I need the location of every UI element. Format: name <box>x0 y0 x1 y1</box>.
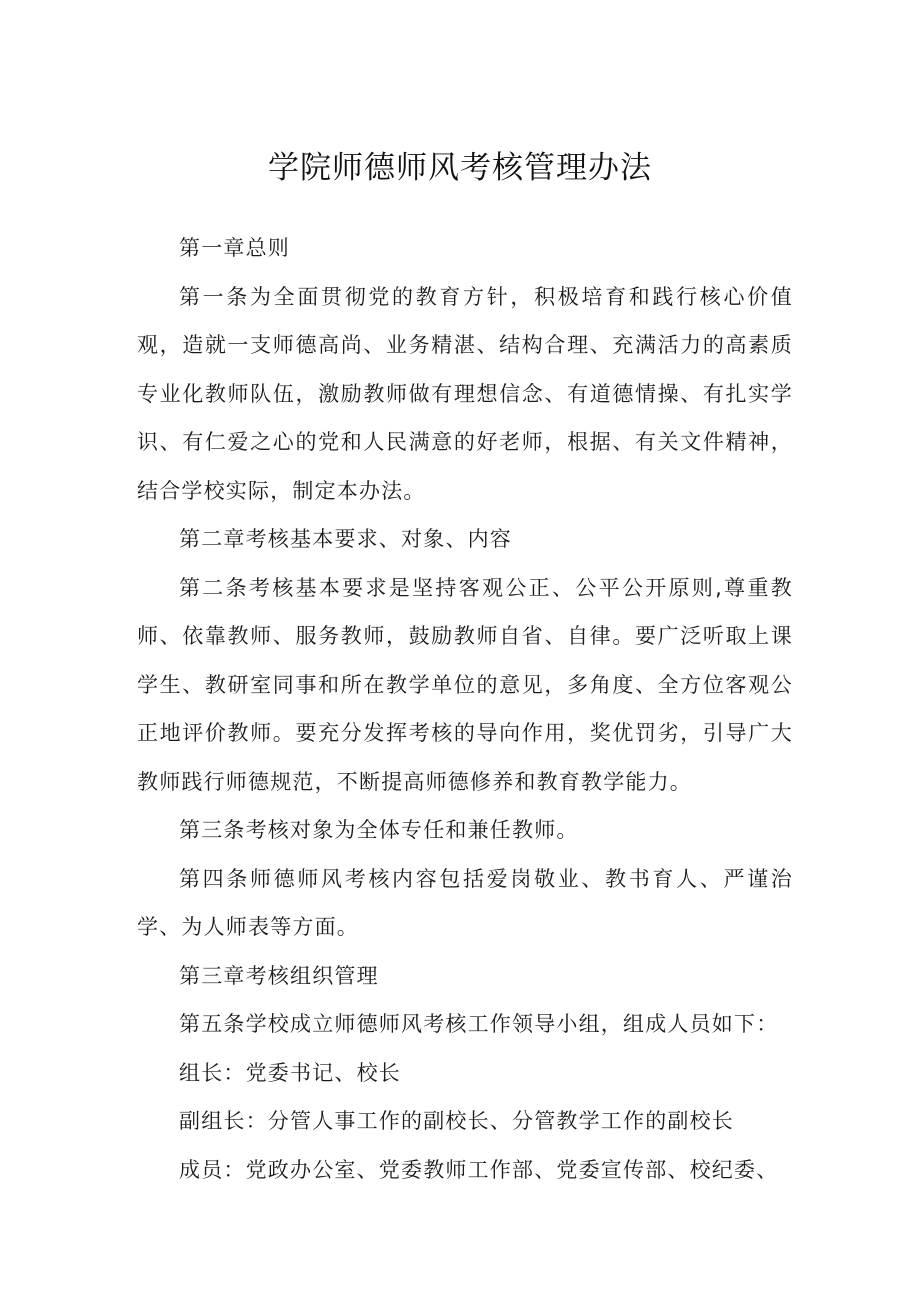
document-body <box>137 224 793 1188</box>
group-leader-line: 组长：党委书记、校长 <box>179 1060 401 1085</box>
chapter-heading-2: 第二章考核基本要求、对象、内容 <box>179 527 512 551</box>
article-1: 第一条为全面贯彻党的教育方针，积极培育和践行核心价值观，造就一支师德高尚、业务精湛、结构合理、充满活力的高素质专业化教师队伍，激励教师做有理想信念、有道德情操、有扎实学识、有仁爱之心的党和人民满意的好老师，根据、有关文件精神，结合学校实际，制定本办法。 <box>137 284 793 503</box>
article-2: 第二条考核基本要求是坚持客观公正、公平公开原则,尊重教师、依靠教师、服务教师，鼓励教师自省、自律。要广泛听取上课学生、教研室同事和所在教学单位的意见，多角度、全方位客观公正地评价教师。要充分发挥考核的导向作用，奖优罚劣，引导广大教师践行师德规范，不断提高师德修养和教育教学能力。 <box>137 575 793 794</box>
chapter-heading-1: 第一章总则 <box>179 236 290 260</box>
article-4: 第四条师德师风考核内容包括爱岗敬业、教书育人、严谨治学、为人师表等方面。 <box>137 866 793 939</box>
members-line: 成员：党政办公室、党委教师工作部、党委宣传部、校纪委、 <box>179 1157 779 1182</box>
article-3: 第三条考核对象为全体专任和兼任教师。 <box>179 818 579 842</box>
deputy-leader-line: 副组长：分管人事工作的副校长、分管教学工作的副校长 <box>179 1109 734 1133</box>
chapter-heading-3: 第三章考核组织管理 <box>179 963 379 988</box>
document-title: 学院师德师风考核管理办法 <box>268 150 652 186</box>
article-5: 第五条学校成立师德师风考核工作领导小组，组成人员如下： <box>179 1012 779 1036</box>
